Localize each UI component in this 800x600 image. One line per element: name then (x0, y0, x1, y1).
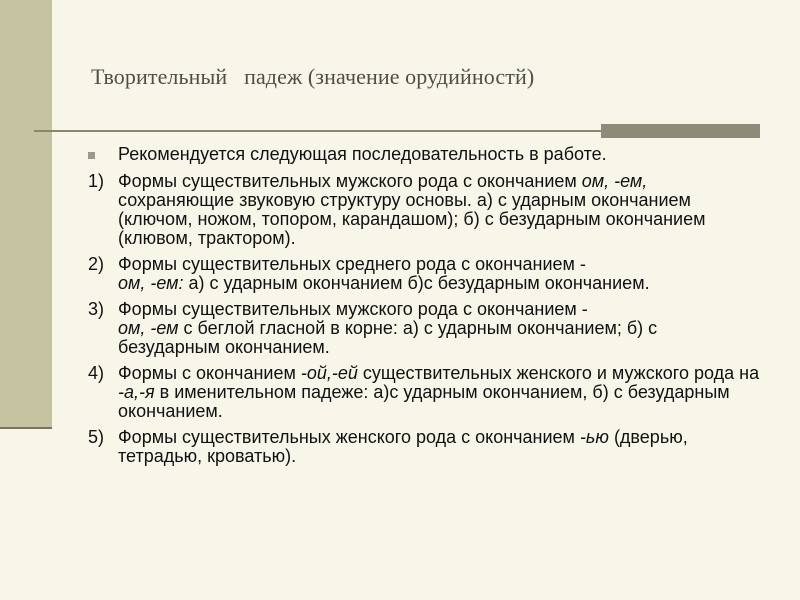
list-item-3 (88, 300, 760, 357)
item-text: (дверью, тетрадью, кроватью). (118, 427, 688, 466)
list-item-5 (88, 428, 760, 466)
intro-paragraph (88, 145, 760, 164)
item-number: 4) (88, 363, 105, 383)
item-text: Формы существительных мужского рода с окончанием - (118, 299, 588, 319)
sidebar-underline (0, 427, 52, 429)
item-text: Формы существительных женского рода с окончанием (118, 427, 580, 447)
item-number: 3) (88, 299, 105, 319)
list-item-4 (88, 364, 760, 421)
square-bullet-icon (88, 152, 95, 159)
item-text: а) с ударным окончанием б)с безударным окончанием. (183, 273, 650, 293)
item-number: 1) (88, 171, 105, 191)
item-ending: -а,-я (118, 382, 155, 402)
intro-text: Рекомендуется следующая последовательность в работе. (118, 144, 607, 164)
item-text: сохраняющие звуковую структуру основы. а) с ударным окончанием (ключом, ножом, топором, карандашом); б) с безударным окончанием (клювом, трактором). (118, 190, 706, 248)
item-number: 2) (88, 254, 105, 274)
item-text: существительных женского и мужского рода на (357, 363, 760, 383)
item-ending: ом, -ем (118, 318, 179, 338)
item-ending: -ью (579, 427, 609, 447)
list-item-1 (88, 172, 760, 248)
item-text: Формы существительных мужского рода с окончанием (118, 171, 582, 191)
divider-accent-block (601, 124, 760, 138)
item-number: 5) (88, 427, 105, 447)
item-ending: ом, -ем: (118, 273, 184, 293)
item-text: с беглой гласной в корне: а) с ударным окончанием; б) с безударным окончанием. (118, 318, 658, 357)
slide-body (88, 145, 760, 473)
item-text: в именительном падеже: а)с ударным окончанием, б) с безударным окончанием. (118, 382, 730, 421)
item-ending: -ой,-ей (300, 363, 358, 383)
slide-title: Творительный падеж (значение орудийностй) (91, 64, 535, 89)
item-text: Формы с окончанием (118, 363, 301, 383)
item-text: Формы существительных среднего рода с окончанием - (118, 254, 586, 274)
decorative-sidebar (0, 0, 52, 427)
item-ending: ом, -ем, (581, 171, 648, 191)
list-item-2 (88, 255, 760, 293)
